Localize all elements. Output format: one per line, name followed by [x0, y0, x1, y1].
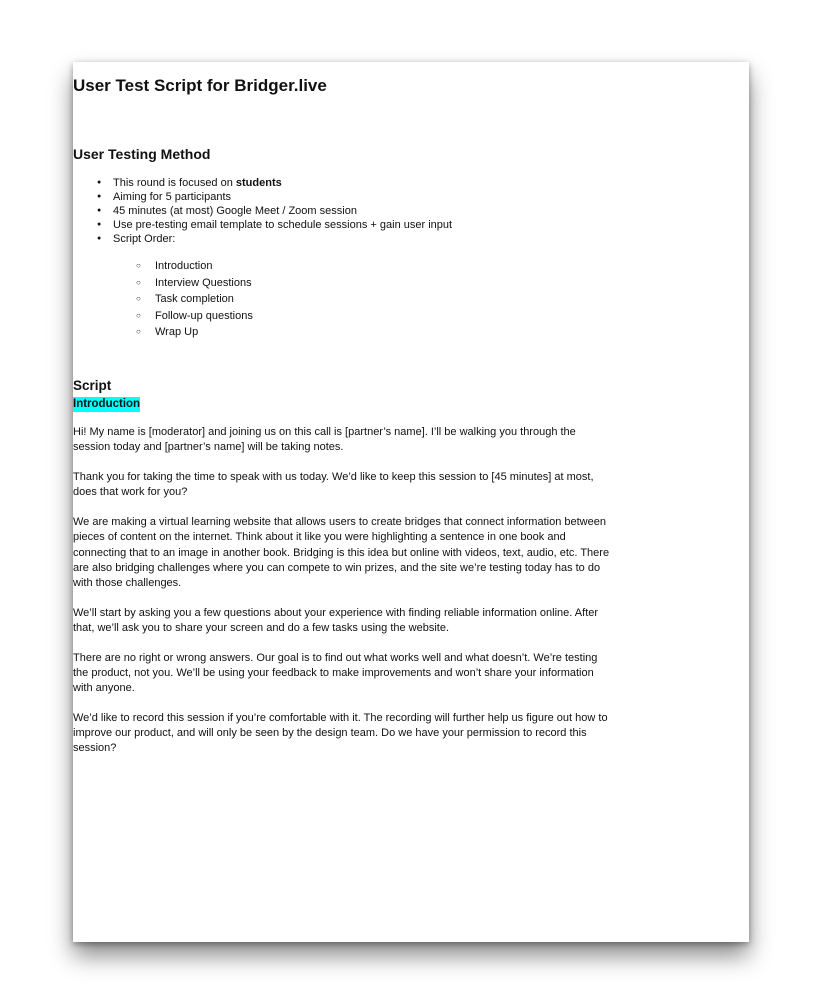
- paragraph: We’ll start by asking you a few questions about your experience with finding reliable information online. After that, we’ll ask you to share your screen and do a few tasks using the website.: [73, 606, 599, 634]
- paragraph: Thank you for taking the time to speak with us today. We’d like to keep this session to [45 minutes] at most, does that work for you?: [73, 471, 594, 499]
- list-item: ○ Wrap Up: [73, 324, 613, 341]
- list-item: ● Script Order:: [73, 232, 613, 246]
- document-title: User Test Script for Bridger.live: [73, 76, 327, 95]
- script-heading: Script: [73, 377, 112, 393]
- paragraph: We’d like to record this session if you’re comfortable with it. The recording will further help us figure out how to improve our product, and will only be seen by the design team. Do we have your permission to record this session?: [73, 712, 608, 755]
- list-item: ○ Introduction: [73, 258, 613, 275]
- list-item: ● Aiming for 5 participants: [73, 190, 613, 204]
- introduction-highlight: Introduction: [73, 397, 141, 410]
- focus-bold: students: [235, 177, 282, 189]
- list-item: ○ Follow-up questions: [73, 308, 613, 325]
- method-bullet-list: [73, 176, 613, 246]
- method-heading: User Testing Method: [73, 146, 211, 162]
- list-item: ○ Interview Questions: [73, 275, 613, 292]
- paragraph: We are making a virtual learning website that allows users to create bridges that connect information between pieces of content on the internet. Think about it like you were highlighting a sentence in one book and connecting that to an image in another book. Bridging is this idea but online with videos, text, audio, etc. There are also bridging challenges where you can compete to win prizes, and the site we’re testing today has to do with those challenges.: [73, 516, 610, 589]
- list-item: [73, 176, 613, 190]
- paragraph: There are no right or wrong answers. Our goal is to find out what works well and what doesn’t. We’re testing the product, not you. We’ll be using your feedback to make improvements and won’t share your information with anyone.: [73, 652, 598, 695]
- paragraph: Hi! My name is [moderator] and joining us on this call is [partner’s name]. I’ll be walking you through the session today and [partner’s name] will be taking notes.: [73, 425, 576, 454]
- focus-prefix: This round is focused on: [113, 177, 236, 189]
- list-item: ○ Task completion: [73, 291, 613, 308]
- list-item: ● Use pre-testing email template to schedule sessions + gain user input: [73, 218, 613, 232]
- script-order-list: [73, 258, 613, 341]
- list-item: ● 45 minutes (at most) Google Meet / Zoom session: [73, 204, 613, 218]
- document-content: [73, 76, 613, 757]
